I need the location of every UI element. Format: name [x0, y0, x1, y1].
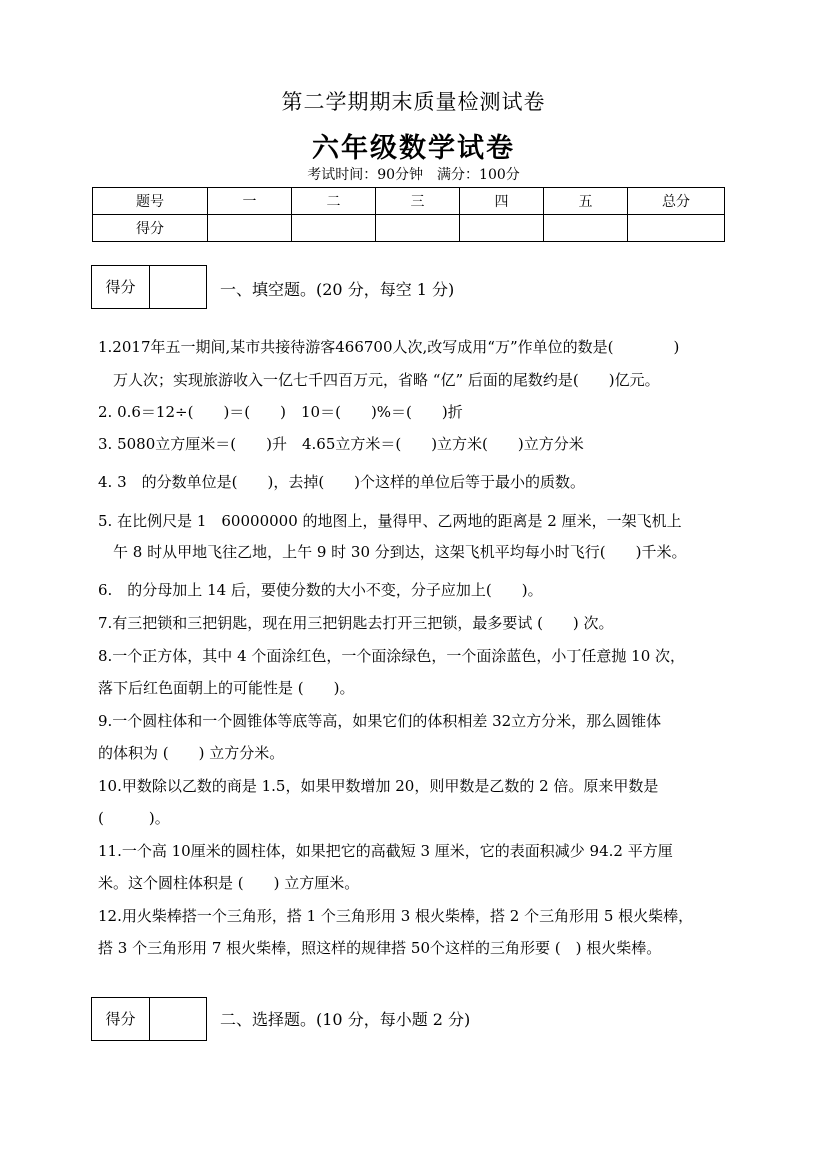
score-table-cell: 得分	[93, 215, 208, 242]
score-table-cell: 三	[376, 188, 460, 215]
score-table	[92, 187, 725, 242]
section1-title: 一、填空题。(20 分，每空 1 分)	[220, 280, 455, 299]
score-table-cell: 题号	[93, 188, 208, 215]
question-line: 3. 5080立方厘米＝( )升 4.65立方米＝( )立方米( )立方分米	[98, 435, 584, 453]
question-line: 午 8 时从甲地飞往乙地，上午 9 时 30 分到达，这架飞机平均每小时飞行( )千米。	[98, 543, 687, 561]
score-input-cell[interactable]	[628, 215, 725, 242]
score-table-score-row	[93, 215, 725, 242]
section2-score-label: 得分	[92, 998, 150, 1040]
question-line: 9.一个圆柱体和一个圆锥体等底等高，如果它们的体积相差 32立方分米，那么圆锥体	[98, 712, 662, 730]
section2-score-input[interactable]	[150, 998, 206, 1040]
question-line: 7.有三把锁和三把钥匙，现在用三把钥匙去打开三把锁，最多要试 ( ) 次。	[98, 614, 614, 632]
score-input-cell[interactable]	[460, 215, 544, 242]
question-line: 落下后红色面朝上的可能性是 ( )。	[98, 679, 355, 697]
question-line: 万人次；实现旅游收入一亿七千四百万元，省略 “亿” 后面的尾数约是( )亿元。	[98, 371, 660, 389]
section2-score-box	[91, 997, 207, 1041]
score-table-cell: 二	[292, 188, 376, 215]
question-line: 2. 0.6＝12÷( )＝( ) 10＝( )%＝( )折	[98, 403, 463, 421]
question-line: 10.甲数除以乙数的商是 1.5，如果甲数增加 20，则甲数是乙数的 2 倍。原来甲数是	[98, 777, 659, 795]
exam-subtitle: 六年级数学试卷	[312, 133, 515, 164]
exam-title: 第二学期期末质量检测试卷	[281, 90, 546, 114]
score-input-cell[interactable]	[208, 215, 292, 242]
score-input-cell[interactable]	[376, 215, 460, 242]
score-table-header-row	[93, 188, 725, 215]
score-input-cell[interactable]	[544, 215, 628, 242]
section1-score-box	[91, 265, 207, 309]
section2-title: 二、选择题。(10 分，每小题 2 分)	[220, 1010, 471, 1029]
score-table-cell: 四	[460, 188, 544, 215]
section1-score-label: 得分	[92, 266, 150, 308]
question-line: 的体积为 ( ) 立方分米。	[98, 744, 285, 762]
score-table-cell: 总分	[628, 188, 725, 215]
question-line: 11.一个高 10厘米的圆柱体，如果把它的高截短 3 厘米，它的表面积减少 94.2 平方厘	[98, 842, 673, 860]
question-line: 5. 在比例尺是 1 60000000 的地图上，量得甲、乙两地的距离是 2 厘米，一架飞机上	[98, 512, 682, 530]
question-line: 米。这个圆柱体积是 ( ) 立方厘米。	[98, 874, 360, 892]
question-line: 搭 3 个三角形用 7 根火柴棒，照这样的规律搭 50个这样的三角形要 ( ) 根火柴棒。	[98, 939, 662, 957]
question-line: 6. 的分母加上 14 后，要使分数的大小不变，分子应加上( )。	[98, 581, 543, 599]
question-line: 1.2017年五一期间,某市共接待游客466700人次,改写成用“万”作单位的数是( )	[98, 338, 680, 356]
question-line: ( )。	[98, 809, 170, 827]
score-input-cell[interactable]	[292, 215, 376, 242]
question-line: 12.用火柴棒搭一个三角形，搭 1 个三角形用 3 根火柴棒，搭 2 个三角形用 5 根火柴棒，	[98, 907, 694, 925]
question-line: 4. 3 的分数单位是( )，去掉( )个这样的单位后等于最小的质数。	[98, 473, 586, 491]
question-line: 8.一个正方体，其中 4 个面涂红色，一个面涂绿色，一个面涂蓝色，小丁任意抛 10 次，	[98, 647, 686, 665]
section1-score-input[interactable]	[150, 266, 206, 308]
score-table-cell: 五	[544, 188, 628, 215]
exam-info: 考试时间：90分钟 满分：100分	[307, 167, 520, 183]
score-table-cell: 一	[208, 188, 292, 215]
